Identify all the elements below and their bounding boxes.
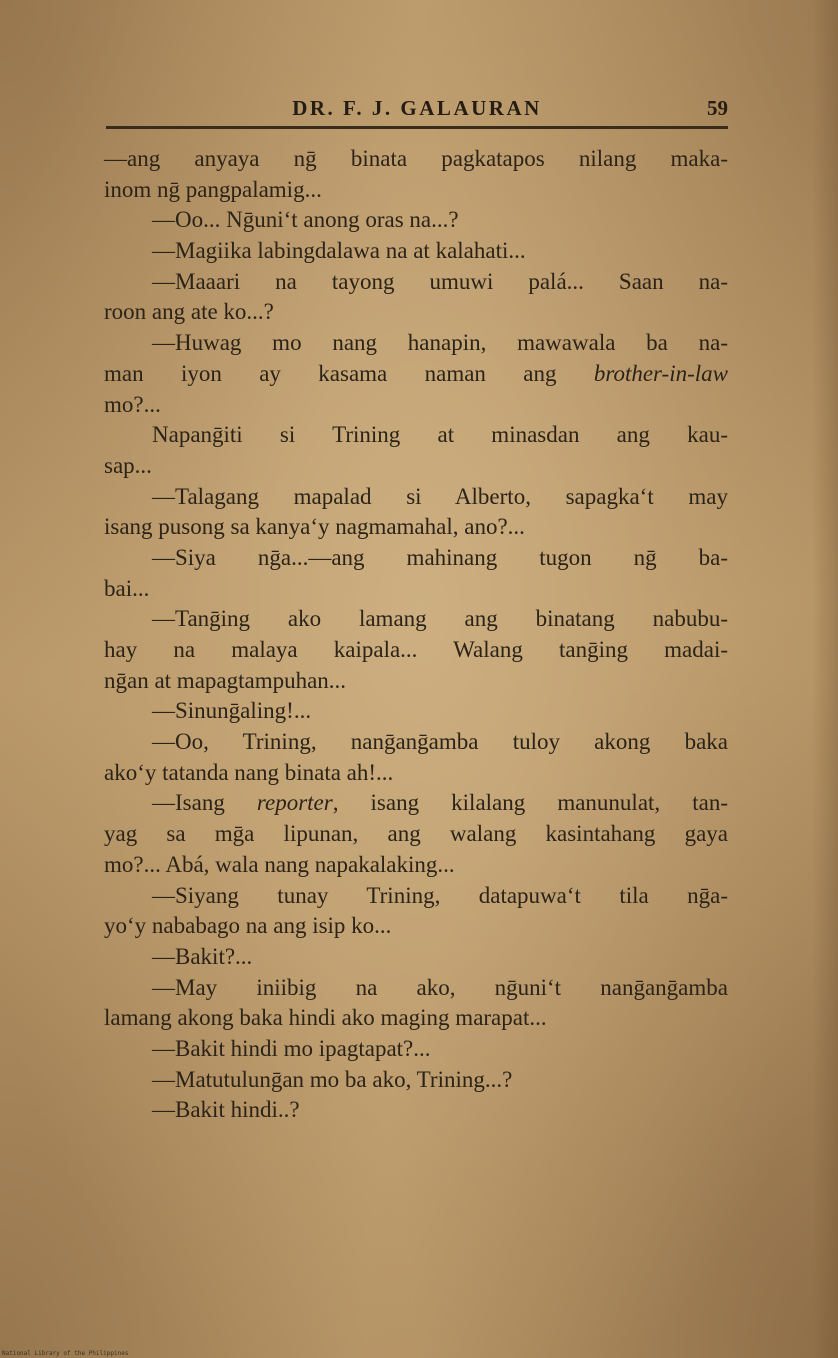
page-number: 59 [707,96,728,120]
text-line: lamang akong baka hindi ako maging marapat... [104,1005,547,1031]
library-credit: National Library of the Philippines [2,1350,129,1357]
text-line: —Tanḡing ako lamang ang binatang nabubu- [152,606,728,632]
text-line: sap... [104,452,152,478]
text-line: bai... [104,575,150,601]
text-line: —Oo, Trining, nanḡanḡamba tuloy akong baka [152,729,728,755]
text-line: inom nḡ pangpalamig... [104,176,322,202]
text-run: —Isang [152,790,257,816]
italic-term: reporter [256,790,333,816]
text-line: —Sinunḡaling!... [152,698,312,724]
text-line: —Huwag mo nang hanapin, mawawala ba na- [152,330,728,356]
text-line [104,359,728,390]
page-edge-shadow [812,0,838,1358]
text-line: —May iniibig na ako, nḡuni‘t nanḡanḡamba [152,974,728,1000]
text-line: nḡan at mapagtampuhan... [104,667,347,693]
running-head: DR. F. J. GALAURAN [292,96,542,120]
text-line: —Bakit hindi..? [152,1097,300,1123]
body-text [104,144,728,1126]
text-line: yag sa mḡa lipunan, ang walang kasintahang gaya [104,821,728,847]
text-line: —Matutulunḡan mo ba ako, Trining...? [152,1066,513,1092]
italic-term: brother-in-law [593,360,728,386]
text-run: man iyon ay kasama naman ang [104,360,594,386]
text-line: —Siyang tunay Trining, datapuwa‘t tila nḡa- [152,882,728,908]
text-line: —Maaari na tayong umuwi palá... Saan na- [152,268,728,294]
text-line: —Bakit?... [152,943,253,969]
text-line: —Siya nḡa...—ang mahinang tugon nḡ ba- [152,544,728,570]
text-line: ako‘y tatanda nang binata ah!... [104,759,394,785]
text-line: mo?... [104,391,161,417]
text-line: —Magiika labingdalawa na at kalahati... [152,238,526,264]
text-run: , isang kilalang manunulat, tan- [332,790,729,816]
text-line [104,788,728,819]
text-line: Napanḡiti si Trining at minasdan ang kau- [152,422,728,448]
text-line: mo?... Abá, wala nang napakalaking... [104,851,455,877]
header-rule [106,126,728,129]
text-line: —Oo... Nḡuni‘t anong oras na...? [152,207,459,233]
text-line: —Talagang mapalad si Alberto, sapagka‘t may [152,483,728,509]
text-line: roon ang ate ko...? [104,299,274,325]
text-line: —ang anyaya nḡ binata pagkatapos nilang maka- [104,146,728,171]
text-line: isang pusong sa kanya‘y nagmamahal, ano?... [104,514,525,540]
text-line: —Bakit hindi mo ipagtapat?... [152,1035,431,1061]
text-line: hay na malaya kaipala... Walang tanḡing madai- [104,637,728,662]
text-line: yo‘y nababago na ang isip ko... [104,913,392,939]
page-header [106,96,728,126]
